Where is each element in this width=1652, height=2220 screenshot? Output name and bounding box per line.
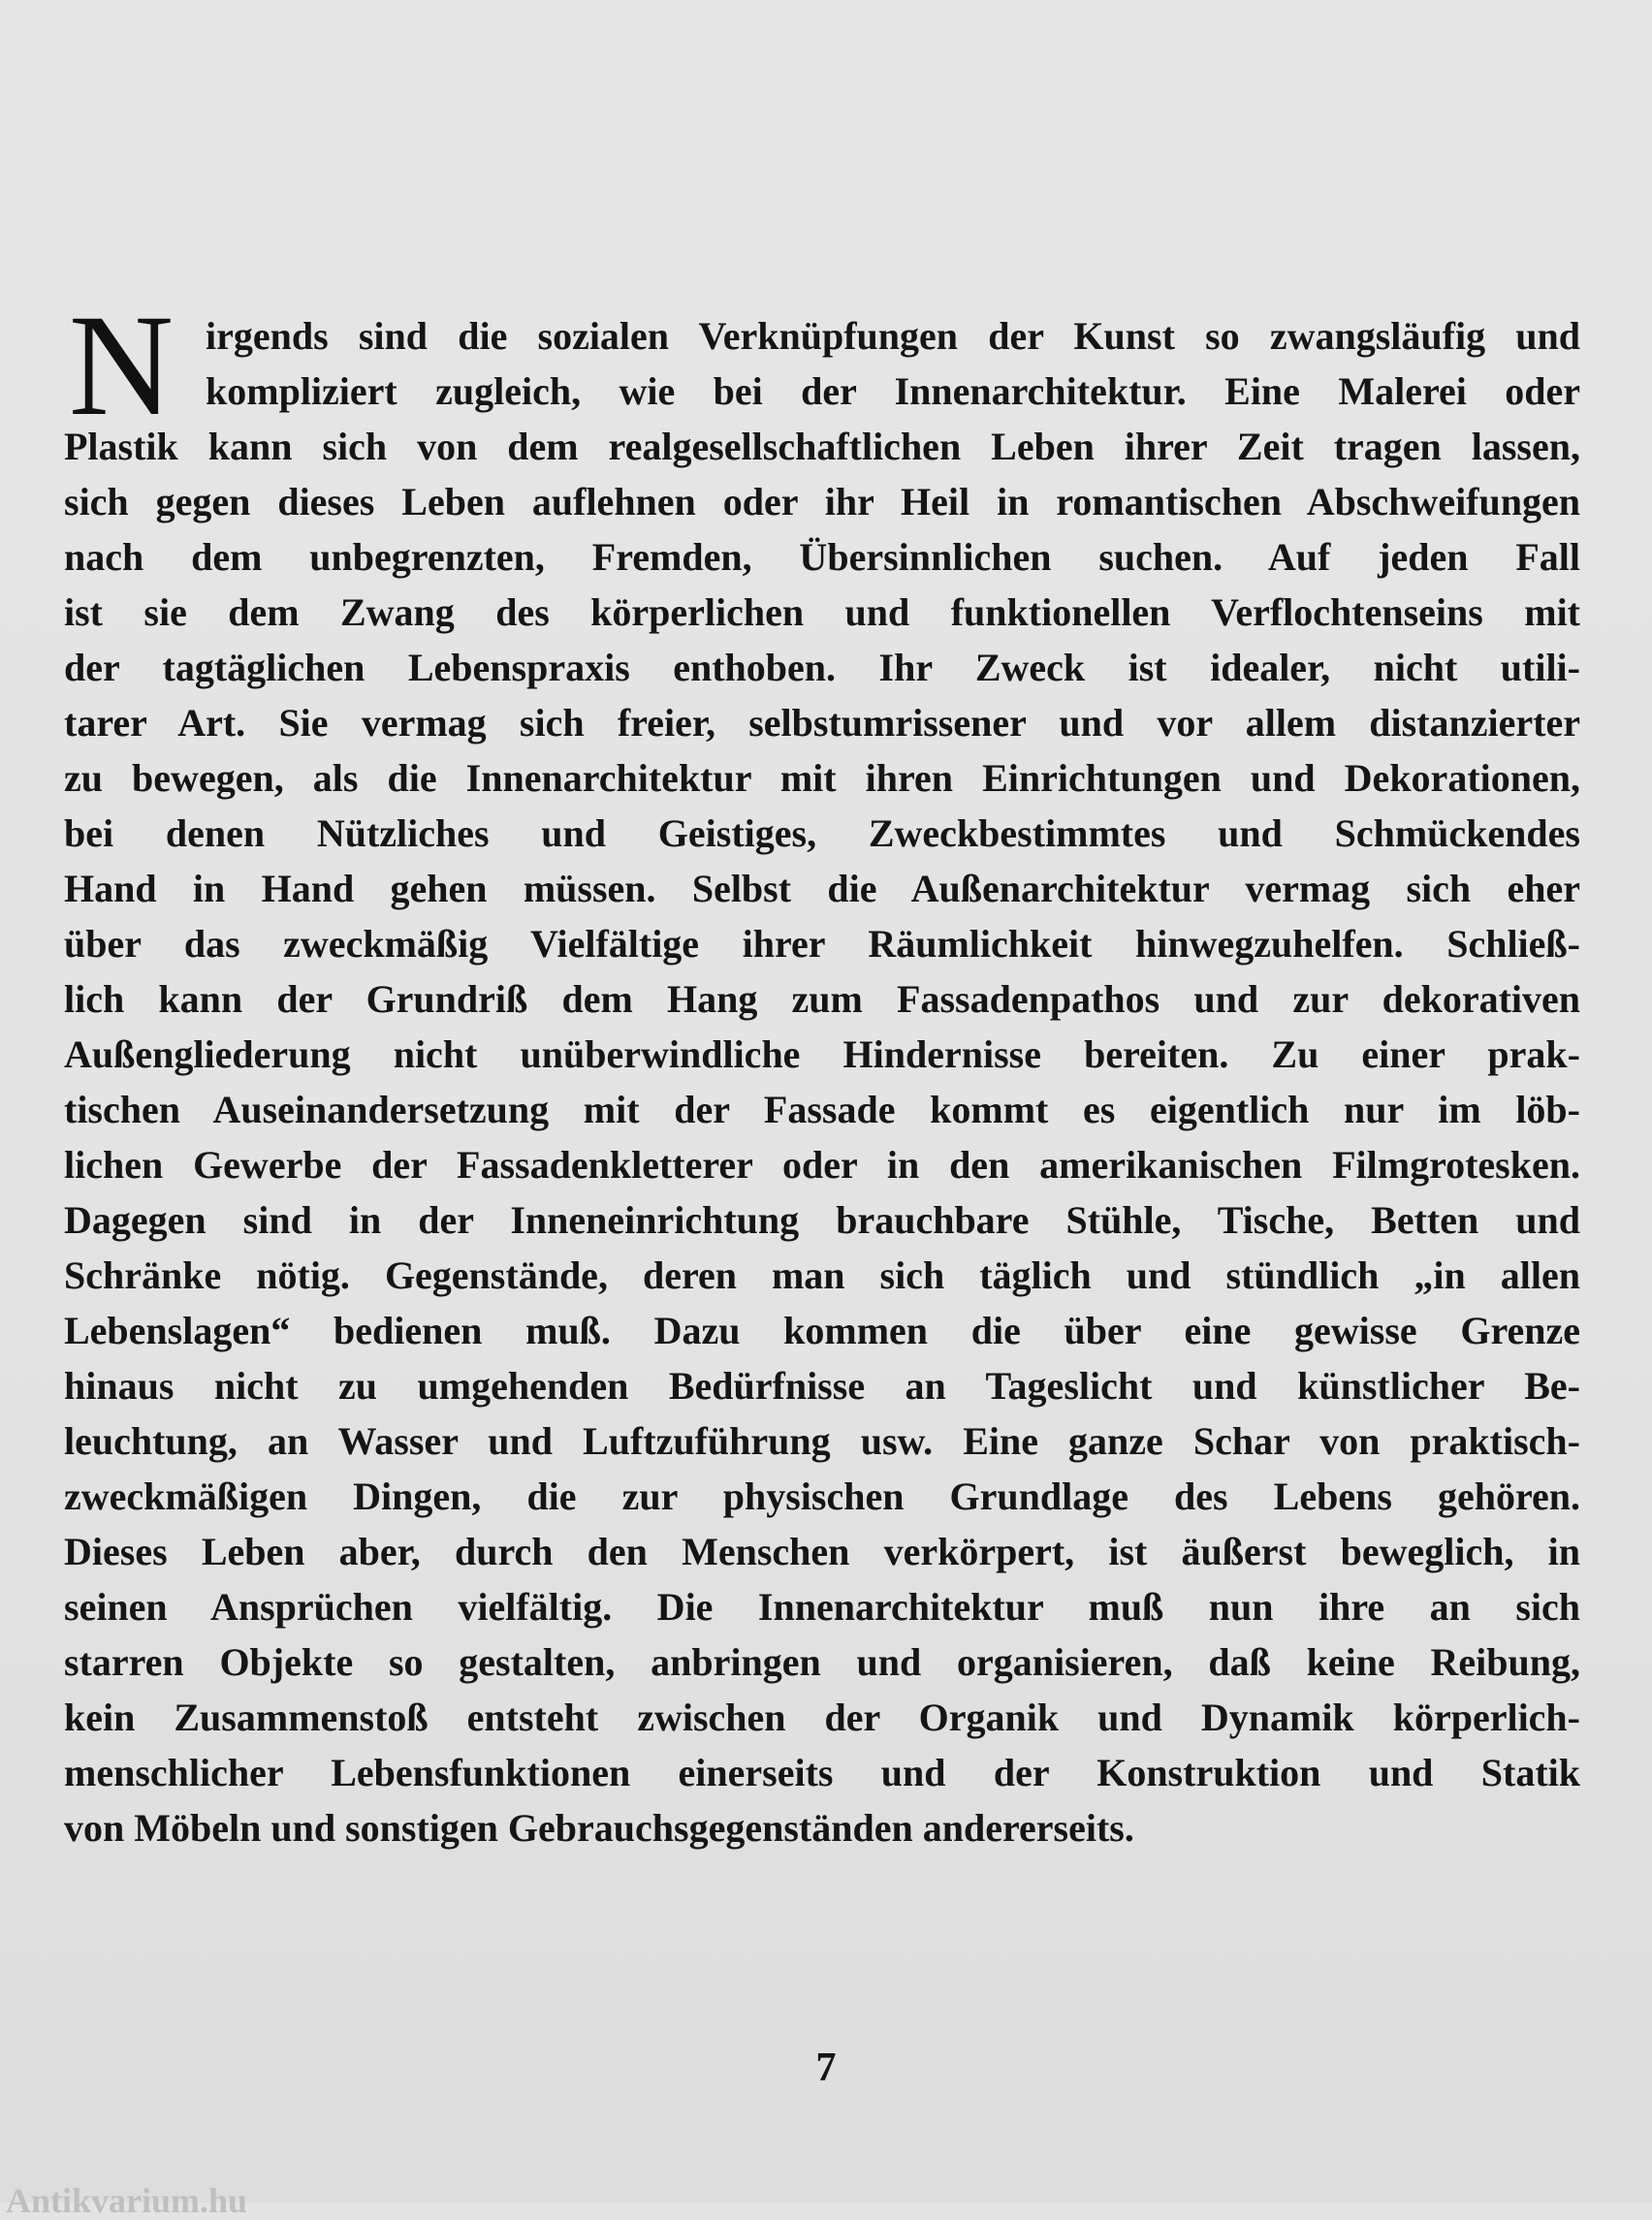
text-line: menschlicher Lebensfunktionen einerseits und der Konstruktion und Statik bbox=[64, 1751, 1580, 1794]
text-line: Schränke nötig. Gegenstände, deren man sich täglich und stündlich „in allen bbox=[64, 1253, 1580, 1297]
text-line: Hand in Hand gehen müssen. Selbst die Außenarchitektur vermag sich eher bbox=[64, 867, 1580, 910]
text-line: Dieses Leben aber, durch den Menschen verkörpert, ist äußerst beweglich, in bbox=[64, 1530, 1580, 1573]
text-line: nach dem unbegrenzten, Fremden, Übersinnlichen suchen. Auf jeden Fall bbox=[64, 535, 1580, 579]
text-line: über das zweckmäßig Vielfältige ihrer Räumlichkeit hinwegzuhelfen. Schließ- bbox=[64, 922, 1580, 966]
text-line: leuchtung, an Wasser und Luftzuführung usw. Eine ganze Schar von praktisch- bbox=[64, 1419, 1580, 1463]
text-line: bei denen Nützliches und Geistiges, Zweckbestimmtes und Schmückendes bbox=[64, 811, 1580, 855]
text-line: tischen Auseinandersetzung mit der Fassade kommt es eigentlich nur im löb- bbox=[64, 1088, 1580, 1131]
text-line: von Möbeln und sonstigen Gebrauchsgegenständen andererseits. bbox=[64, 1806, 1134, 1850]
text-line: ist sie dem Zwang des körperlichen und funktionellen Verflochtenseins mit bbox=[64, 590, 1580, 634]
text-line: Plastik kann sich von dem realgesellschaftlichen Leben ihrer Zeit tragen lassen, bbox=[64, 425, 1580, 468]
text-line: zweckmäßigen Dingen, die zur physischen Grundlage des Lebens gehören. bbox=[64, 1475, 1580, 1518]
text-line: der tagtäglichen Lebenspraxis enthoben. Ihr Zweck ist idealer, nicht utili- bbox=[64, 646, 1580, 689]
text-line: kompliziert zugleich, wie bei der Innenarchitektur. Eine Malerei oder bbox=[206, 369, 1580, 413]
text-line: kein Zusammenstoß entsteht zwischen der Organik und Dynamik körperlich- bbox=[64, 1696, 1580, 1739]
text-line: Außengliederung nicht unüberwindliche Hindernisse bereiten. Zu einer prak- bbox=[64, 1032, 1580, 1076]
text-line: lich kann der Grundriß dem Hang zum Fassadenpathos und zur dekorativen bbox=[64, 977, 1580, 1021]
text-line: irgends sind die sozialen Verknüpfungen der Kunst so zwangsläufig und bbox=[206, 314, 1580, 358]
text-line: lichen Gewerbe der Fassadenkletterer oder in den amerikanischen Filmgrotesken. bbox=[64, 1143, 1580, 1187]
watermark: Antikvarium.hu bbox=[6, 2181, 248, 2220]
text-line: zu bewegen, als die Innenarchitektur mit ihren Einrichtungen und Dekorationen, bbox=[64, 756, 1580, 800]
drop-cap: N bbox=[68, 308, 175, 423]
text-line: sich gegen dieses Leben auflehnen oder ihr Heil in romantischen Abschweifungen bbox=[64, 480, 1580, 523]
text-line: tarer Art. Sie vermag sich freier, selbstumrissener und vor allem distanzierter bbox=[64, 701, 1580, 745]
text-line: Lebenslagen“ bedienen muß. Dazu kommen die über eine gewisse Grenze bbox=[64, 1309, 1580, 1352]
text-line: Dagegen sind in der Inneneinrichtung brauchbare Stühle, Tische, Betten und bbox=[64, 1198, 1580, 1242]
text-line: hinaus nicht zu umgehenden Bedürfnisse an Tageslicht und künstlicher Be- bbox=[64, 1364, 1580, 1408]
page-number: 7 bbox=[815, 2046, 837, 2090]
text-line: seinen Ansprüchen vielfältig. Die Innenarchitektur muß nun ihre an sich bbox=[64, 1585, 1580, 1629]
text-line: starren Objekte so gestalten, anbringen und organisieren, daß keine Reibung, bbox=[64, 1640, 1580, 1684]
